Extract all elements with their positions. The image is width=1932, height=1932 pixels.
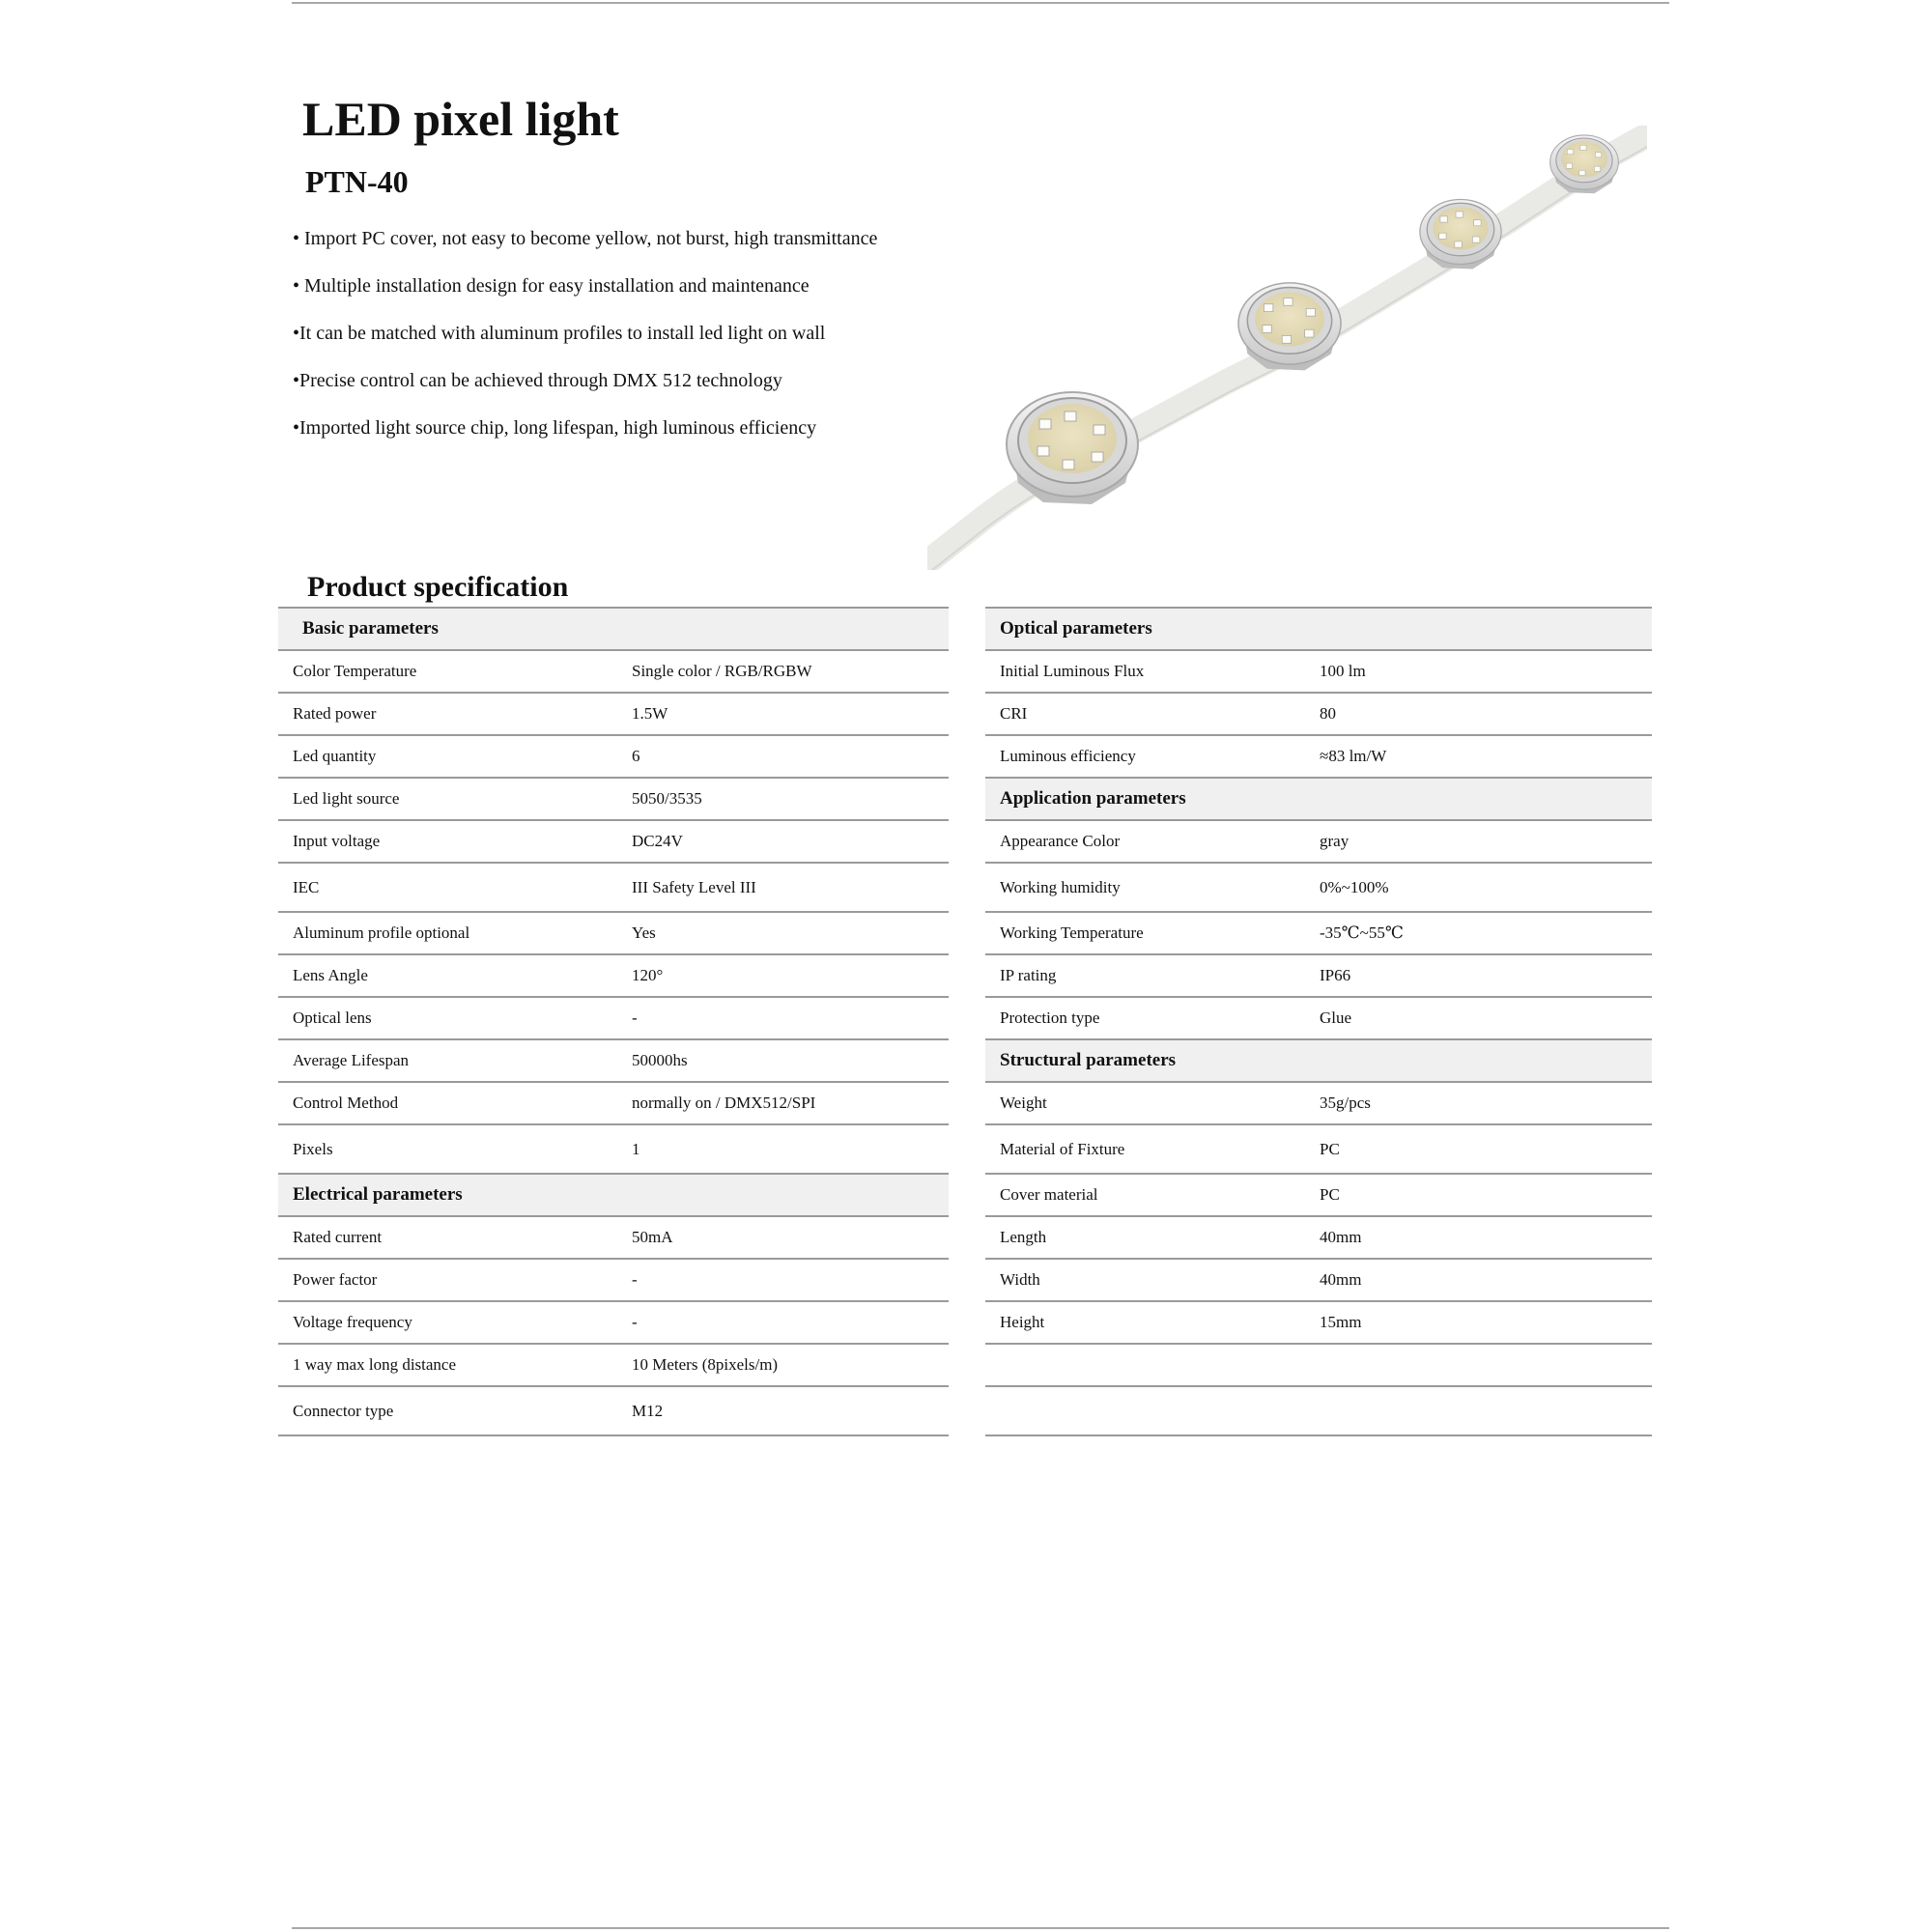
param-value: 35g/pcs	[1320, 1094, 1371, 1112]
param-value: 100 lm	[1320, 662, 1366, 680]
param-value: 80	[1320, 704, 1336, 723]
param-label: Cover material	[1000, 1185, 1098, 1204]
table-row	[278, 1302, 949, 1345]
feature-list	[293, 218, 877, 455]
section-header-label: Optical parameters	[1000, 618, 1152, 639]
param-label: Connector type	[293, 1401, 394, 1420]
param-label: 1 way max long distance	[293, 1355, 457, 1374]
table-row	[278, 955, 949, 998]
param-value: 1	[632, 1139, 640, 1158]
led-pixel-light-product-image	[927, 126, 1647, 570]
table-row	[278, 736, 949, 779]
param-value: 120°	[632, 966, 664, 984]
param-value: PC	[1320, 1185, 1340, 1204]
table-row	[985, 694, 1652, 736]
param-label: Height	[1000, 1313, 1045, 1331]
param-label: Control Method	[293, 1094, 399, 1112]
bottom-rule	[292, 1927, 1669, 1929]
param-label: Working humidity	[1000, 877, 1121, 896]
section-header	[985, 1040, 1652, 1083]
param-label: Weight	[1000, 1094, 1047, 1112]
table-row	[985, 998, 1652, 1040]
table-row	[278, 779, 949, 821]
param-value: -	[632, 1270, 638, 1289]
param-label: IEC	[293, 877, 320, 896]
feature-item: •It can be matched with aluminum profiles to install led light on wall	[293, 323, 826, 344]
table-row	[985, 1260, 1652, 1302]
param-label: Rated power	[293, 704, 377, 723]
section-header	[278, 609, 949, 651]
table-row	[985, 1302, 1652, 1345]
model-number: PTN-40	[305, 164, 409, 199]
pixel-module	[1007, 392, 1138, 504]
param-label: Working Temperature	[1000, 923, 1144, 942]
table-row	[985, 736, 1652, 779]
table-row	[278, 1040, 949, 1083]
param-value: -	[632, 1313, 638, 1331]
table-row	[985, 1175, 1652, 1217]
pixel-module	[1420, 200, 1501, 270]
section-header-label: Structural parameters	[1000, 1050, 1177, 1070]
section-header	[985, 609, 1652, 651]
param-label: Power factor	[293, 1270, 378, 1289]
param-value: 15mm	[1320, 1313, 1362, 1331]
param-label: Length	[1000, 1228, 1047, 1246]
section-header-label: Electrical parameters	[293, 1184, 463, 1205]
param-label: Pixels	[293, 1139, 333, 1158]
param-value: 10 Meters (8pixels/m)	[632, 1355, 779, 1374]
table-row	[985, 651, 1652, 694]
param-label: Aluminum profile optional	[293, 923, 470, 942]
table-row	[278, 913, 949, 955]
table-row	[278, 1217, 949, 1260]
pixel-module	[1550, 135, 1619, 193]
table-row	[278, 1345, 949, 1387]
param-label: Optical lens	[293, 1009, 372, 1027]
param-label: Luminous efficiency	[1000, 747, 1136, 765]
param-value: M12	[632, 1401, 664, 1420]
param-label: Color Temperature	[293, 662, 417, 680]
basic-electrical-spec-table	[278, 607, 949, 1436]
param-value: 5050/3535	[632, 789, 702, 808]
param-label: Average Lifespan	[293, 1051, 410, 1069]
param-value: 40mm	[1320, 1228, 1362, 1246]
table-row	[985, 1125, 1652, 1175]
param-value: 50mA	[632, 1228, 673, 1246]
param-value: normally on / DMX512/SPI	[632, 1094, 816, 1112]
table-row	[278, 998, 949, 1040]
param-label: Led quantity	[293, 747, 377, 765]
feature-item: •Imported light source chip, long lifespan, high luminous efficiency	[293, 417, 817, 439]
section-header	[985, 779, 1652, 821]
param-value: 1.5W	[632, 704, 668, 723]
optical-application-structural-spec-table	[985, 607, 1652, 1436]
param-value: DC24V	[632, 832, 683, 850]
empty-table-row	[985, 1345, 1652, 1387]
spec-section-title: Product specification	[307, 571, 569, 603]
feature-item: •Precise control can be achieved through DMX 512 technology	[293, 370, 782, 391]
param-label: Input voltage	[293, 832, 381, 850]
param-value: Yes	[632, 923, 656, 942]
table-row	[278, 651, 949, 694]
section-header	[278, 1175, 949, 1217]
pixel-module	[1238, 283, 1341, 370]
param-label: IP rating	[1000, 966, 1057, 984]
page-title: LED pixel light	[302, 92, 619, 146]
param-label: Rated current	[293, 1228, 383, 1246]
table-row	[278, 1387, 949, 1436]
param-label: Lens Angle	[293, 966, 368, 984]
table-row	[278, 1260, 949, 1302]
param-label: Material of Fixture	[1000, 1139, 1125, 1158]
param-label: Width	[1000, 1270, 1040, 1289]
table-row	[278, 1083, 949, 1125]
param-value: gray	[1320, 832, 1350, 850]
param-value: Glue	[1320, 1009, 1352, 1027]
param-value: -	[632, 1009, 638, 1027]
table-row	[278, 864, 949, 913]
top-rule	[292, 2, 1669, 4]
param-value: ≈83 lm/W	[1320, 747, 1387, 765]
table-row	[985, 1217, 1652, 1260]
feature-item: • Import PC cover, not easy to become yellow, not burst, high transmittance	[293, 228, 878, 249]
table-row	[985, 864, 1652, 913]
param-value: 6	[632, 747, 640, 765]
param-label: Led light source	[293, 789, 400, 808]
param-label: Initial Luminous Flux	[1000, 662, 1145, 680]
param-value: PC	[1320, 1139, 1340, 1158]
table-row	[278, 1125, 949, 1175]
param-value: 50000hs	[632, 1051, 688, 1069]
table-row	[278, 821, 949, 864]
table-row	[278, 694, 949, 736]
param-label: Voltage frequency	[293, 1313, 412, 1331]
param-value: -35℃~55℃	[1320, 923, 1404, 942]
table-row	[985, 955, 1652, 998]
table-row	[985, 821, 1652, 864]
table-row	[985, 913, 1652, 955]
empty-table-row	[985, 1387, 1652, 1436]
section-header-label: Basic parameters	[302, 618, 439, 639]
section-header-label: Application parameters	[1000, 788, 1186, 809]
param-value: III Safety Level III	[632, 877, 756, 896]
param-value: IP66	[1320, 966, 1351, 984]
param-value: Single color / RGB/RGBW	[632, 662, 812, 680]
feature-item: • Multiple installation design for easy installation and maintenance	[293, 275, 810, 297]
table-row	[985, 1083, 1652, 1125]
param-label: Protection type	[1000, 1009, 1100, 1027]
param-label: CRI	[1000, 704, 1028, 723]
param-value: 40mm	[1320, 1270, 1362, 1289]
param-value: 0%~100%	[1320, 877, 1389, 896]
param-label: Appearance Color	[1000, 832, 1121, 850]
